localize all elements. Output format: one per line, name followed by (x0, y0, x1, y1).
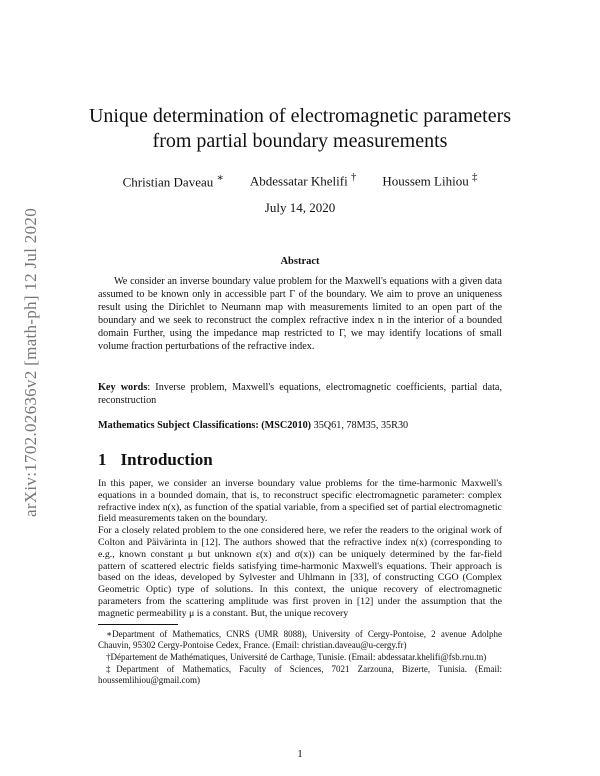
section-number: 1 (98, 450, 107, 469)
intro-paragraph: In this paper, we consider an inverse boundary value problems for the time-harmonic Maxwell's equations in a bounded domain, that is, to reconstruct specific electromagnetic parameter: complex refractive index n(x), as function of the spatial variable, from a specified set of partial electromagnetic field measurements taken on the boundary. (98, 478, 502, 525)
msc-classification (98, 420, 502, 431)
intro-paragraph: For a closely related problem to the one considered here, we refer the readers to the original work of Colton and Päivärinta in [12]. The authors showed that the refractive index n(x) (corresponding to e.g., known constant μ but unknown ε(x) and σ(x)) can be uniquely determined by the far-field pattern of scattered electric fields satisfying time-harmonic Maxwell's equations. Their approach is based on the ideas, developed by Sylvester and Uhlmann in [33], of constructing CGO (Complex Geometric Optic) type of solutions. In this context, the unique recovery of electromagnetic parameters from the scattering amplitude was first proven in [12] under the assumption that the magnetic permeability μ is a constant. But, the unique recovery (98, 525, 502, 619)
section-title: Introduction (120, 450, 213, 469)
paper-title (70, 104, 530, 154)
section-heading (98, 450, 213, 470)
keywords-label: Key words (98, 382, 148, 393)
footnote: ∗Department of Mathematics, CNRS (UMR 8088), University of Cergy-Pontoise, 2 avenue Adolphe Chauvin, 95302 Cergy-Pontoise Cedex, France. (Email: christian.daveau@u-cergy.fr) (98, 629, 502, 650)
author: Christian Daveau ∗ (122, 172, 224, 190)
page-number: 1 (297, 748, 303, 760)
paper-date: July 14, 2020 (264, 200, 336, 215)
author: Houssem Lihiou ‡ (382, 171, 478, 189)
abstract-text: We consider an inverse boundary value problem for the Maxwell's equations with a given data assumed to be known only in accessible part Γ of the boundary. We aim to prove an uniqueness result using the Dirichlet to Neumann map with measurements limited to an open part of the boundary and we seek to reconstruct the complex refractive index n in the interior of a bounded domain Further, using the impedance map restricted to Γ, we may identify locations of small volume fraction perturbations of the refractive index. (98, 276, 502, 353)
msc-label: Mathematics Subject Classifications: (MSC2010) (98, 420, 312, 431)
keywords-text: : Inverse problem, Maxwell's equations, electromagnetic coefficients, partial data, reconstruction (98, 382, 502, 407)
footnote-rule (98, 624, 178, 625)
footnotes (98, 629, 502, 687)
abstract-heading: Abstract (280, 256, 320, 267)
author-list (70, 171, 530, 190)
footnote: †Département de Mathématiques, Université de Carthage, Tunisie. (Email: abdessatar.khelifi@fsb.rnu.tn) (106, 652, 487, 662)
arxiv-stamp: arXiv:1702.02636v2 [math-ph] 12 Jul 2020 (21, 208, 40, 518)
footnote: ‡Department of Mathematics, Faculty of Sciences, 7021 Zarzouna, Bizerte, Tunisia. (Email: houssemlihiou@gmail.com) (98, 664, 502, 685)
keywords (98, 381, 502, 407)
author: Abdessatar Khelifi † (249, 171, 357, 189)
introduction-body (98, 478, 502, 620)
title-line-2: from partial boundary measurements (152, 130, 448, 152)
msc-text: 35Q61, 78M35, 35R30 (311, 420, 409, 431)
title-line-1: Unique determination of electromagnetic parameters (88, 105, 512, 127)
